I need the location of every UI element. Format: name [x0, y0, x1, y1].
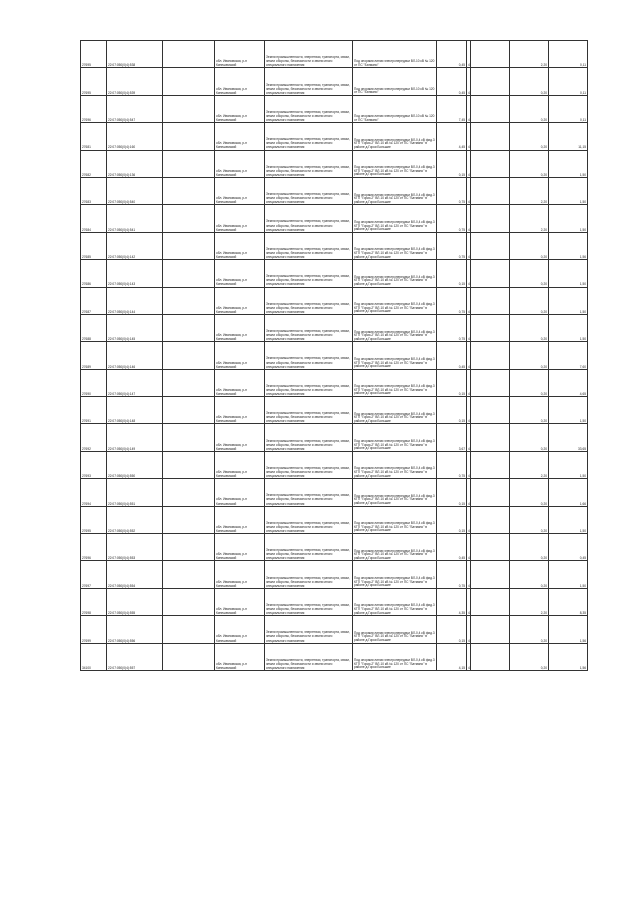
- row-number-cell: 27686: [81, 260, 107, 287]
- amount-cell: 1,50: [549, 451, 588, 478]
- amount-cell: 0,45: [549, 534, 588, 561]
- land-category-cell: Земли промышленности, энергетики, транспорта, связи, земли обороны, безопасности и земли иного специального назначения: [265, 451, 353, 478]
- row-number-cell: 27687: [81, 287, 107, 314]
- table-row: [81, 479, 588, 506]
- row-number-cell: 27695: [81, 506, 107, 533]
- cadastral-number-cell: 22:07:050(0)4):547: [107, 95, 163, 122]
- table-row: [81, 424, 588, 451]
- row-number-cell: 27699: [81, 616, 107, 643]
- address-cell: обл. Ивановская, р-н Кинешемский: [215, 68, 265, 95]
- empty-cell: [163, 287, 215, 314]
- cadastral-number-cell: 22:07:050(0)4):143: [107, 260, 163, 287]
- rate-cell: 2,20: [510, 588, 549, 615]
- table-row: [81, 68, 588, 95]
- empty-cell: [163, 561, 215, 588]
- rate-cell: 0,20: [510, 68, 549, 95]
- rate-cell: 0,20: [510, 506, 549, 533]
- unit-cell: 4: [467, 643, 471, 670]
- unit-cell: 4: [467, 534, 471, 561]
- amount-cell: 11,15: [549, 123, 588, 150]
- permitted-use-cell: Под опорами линии электропередачи ВЛ-0,4 кВ фид.3 КТП "Горки-2" ВЛ-10 кВ № 120 от ПС "Батмано" в районе д.Горки Большие: [353, 451, 437, 478]
- table-body: [81, 41, 588, 671]
- empty-cell: [163, 205, 215, 232]
- area-cell: 0,45: [437, 41, 467, 68]
- address-cell: обл. Ивановская, р-н Кинешемский: [215, 369, 265, 396]
- area-cell: 0,75: [437, 561, 467, 588]
- empty-cell: [471, 68, 510, 95]
- land-category-cell: Земли промышленности, энергетики, транспорта, связи, земли обороны, безопасности и земли иного специального назначения: [265, 95, 353, 122]
- permitted-use-cell: Под опорами линии электропередачи ВЛ-0,4 кВ фид.3 КТП "Горки-2" ВЛ-10 кВ № 120 от ПС "Батмано" в районе д.Горки Большие: [353, 534, 437, 561]
- land-category-cell: Земли промышленности, энергетики, транспорта, связи, земли обороны, безопасности и земли иного специального назначения: [265, 205, 353, 232]
- empty-cell: [163, 451, 215, 478]
- empty-cell: [163, 260, 215, 287]
- empty-cell: [471, 41, 510, 68]
- cadastral-number-cell: 22:07:050(0)4):142: [107, 232, 163, 259]
- row-number-cell: 27696: [81, 95, 107, 122]
- table-row: [81, 506, 588, 533]
- land-category-cell: Земли промышленности, энергетики, транспорта, связи, земли обороны, безопасности и земли иного специального назначения: [265, 287, 353, 314]
- empty-cell: [471, 643, 510, 670]
- address-cell: обл. Ивановская, р-н Кинешемский: [215, 287, 265, 314]
- unit-cell: 4: [467, 232, 471, 259]
- unit-cell: 4: [467, 424, 471, 451]
- rate-cell: 2,20: [510, 177, 549, 204]
- amount-cell: 1,50: [549, 150, 588, 177]
- rate-cell: 0,20: [510, 424, 549, 451]
- rate-cell: 0,20: [510, 643, 549, 670]
- rate-cell: 0,20: [510, 260, 549, 287]
- permitted-use-cell: Под опорами линии электропередачи ВЛ-10 кВ № 120 от ПС "Батмано": [353, 95, 437, 122]
- unit-cell: 4: [467, 616, 471, 643]
- area-cell: 0,15: [437, 479, 467, 506]
- row-number-cell: 27688: [81, 314, 107, 341]
- permitted-use-cell: Под опорами линии электропередачи ВЛ-0,4 кВ фид.3 КТП "Горки-2" ВЛ-10 кВ № 120 от ПС "Батмано" в районе д.Горки Большие: [353, 314, 437, 341]
- address-cell: обл. Ивановская, р-н Кинешемский: [215, 616, 265, 643]
- permitted-use-cell: Под опорами линии электропередачи ВЛ-0,4 кВ фид.3 КТП "Горки-2" ВЛ-10 кВ № 120 от ПС "Батмано" в районе д.Горки Большие: [353, 123, 437, 150]
- unit-cell: 4: [467, 260, 471, 287]
- cadastral-number-cell: 22:07:050(0)4):144: [107, 287, 163, 314]
- row-number-cell: 27698: [81, 588, 107, 615]
- land-category-cell: Земли промышленности, энергетики, транспорта, связи, земли обороны, безопасности и земли иного специального назначения: [265, 150, 353, 177]
- address-cell: обл. Ивановская, р-н Кинешемский: [215, 424, 265, 451]
- table-row: [81, 369, 588, 396]
- amount-cell: 1,50: [549, 397, 588, 424]
- amount-cell: 8,35: [549, 588, 588, 615]
- unit-cell: 4: [467, 123, 471, 150]
- land-category-cell: Земли промышленности, энергетики, транспорта, связи, земли обороны, безопасности и земли иного специального назначения: [265, 369, 353, 396]
- land-category-cell: Земли промышленности, энергетики, транспорта, связи, земли обороны, безопасности и земли иного специального назначения: [265, 643, 353, 670]
- cadastral-number-cell: 22:07:050(0)4):554: [107, 561, 163, 588]
- unit-cell: 4: [467, 95, 471, 122]
- unit-cell: 4: [467, 68, 471, 95]
- amount-cell: 1,50: [549, 177, 588, 204]
- land-category-cell: Земли промышленности, энергетики, транспорта, связи, земли обороны, безопасности и земли иного специального назначения: [265, 232, 353, 259]
- address-cell: обл. Ивановская, р-н Кинешемский: [215, 506, 265, 533]
- row-number-cell: 27685: [81, 232, 107, 259]
- land-category-cell: Земли промышленности, энергетики, транспорта, связи, земли обороны, безопасности и земли иного специального назначения: [265, 534, 353, 561]
- unit-cell: 4: [467, 177, 471, 204]
- area-cell: 0,45: [437, 68, 467, 95]
- cadastral-number-cell: 22:07:050(0)4):541: [107, 205, 163, 232]
- rate-cell: 0,20: [510, 397, 549, 424]
- empty-cell: [471, 397, 510, 424]
- table-row: [81, 205, 588, 232]
- table-row: [81, 451, 588, 478]
- empty-cell: [163, 643, 215, 670]
- empty-cell: [471, 342, 510, 369]
- land-category-cell: Земли промышленности, энергетики, транспорта, связи, земли обороны, безопасности и земли иного специального назначения: [265, 68, 353, 95]
- empty-cell: [471, 506, 510, 533]
- amount-cell: 1,50: [549, 561, 588, 588]
- empty-cell: [163, 424, 215, 451]
- address-cell: обл. Ивановская, р-н Кинешемский: [215, 232, 265, 259]
- land-category-cell: Земли промышленности, энергетики, транспорта, связи, земли обороны, безопасности и земли иного специального назначения: [265, 123, 353, 150]
- empty-cell: [471, 479, 510, 506]
- amount-cell: 0,11: [549, 68, 588, 95]
- amount-cell: 1,56: [549, 616, 588, 643]
- amount-cell: 4,65: [549, 369, 588, 396]
- area-cell: 7,45: [437, 95, 467, 122]
- address-cell: обл. Ивановская, р-н Кинешемский: [215, 205, 265, 232]
- cadastral-number-cell: 22:07:050(0)4):538: [107, 41, 163, 68]
- permitted-use-cell: Под опорами линии электропередачи ВЛ-10 кВ № 120 от ПС "Батмано": [353, 41, 437, 68]
- amount-cell: 1,56: [549, 643, 588, 670]
- area-cell: 0,45: [437, 342, 467, 369]
- empty-cell: [471, 95, 510, 122]
- empty-cell: [163, 41, 215, 68]
- empty-cell: [471, 588, 510, 615]
- address-cell: обл. Ивановская, р-н Кинешемский: [215, 177, 265, 204]
- rate-cell: 0,20: [510, 287, 549, 314]
- unit-cell: 4: [467, 397, 471, 424]
- area-cell: 3,67: [437, 424, 467, 451]
- empty-cell: [471, 424, 510, 451]
- row-number-cell: 27697: [81, 561, 107, 588]
- permitted-use-cell: Под опорами линии электропередачи ВЛ-0,4 кВ фид.3 КТП "Горки-2" ВЛ-10 кВ № 120 от ПС "Батмано" в районе д.Горки Большие: [353, 506, 437, 533]
- table-row: [81, 287, 588, 314]
- rate-cell: 2,20: [510, 205, 549, 232]
- rate-cell: 0,20: [510, 150, 549, 177]
- empty-cell: [471, 561, 510, 588]
- area-cell: 4,45: [437, 123, 467, 150]
- land-category-cell: Земли промышленности, энергетики, транспорта, связи, земли обороны, безопасности и земли иного специального назначения: [265, 342, 353, 369]
- amount-cell: 1,50: [549, 287, 588, 314]
- amount-cell: 0,11: [549, 41, 588, 68]
- area-cell: 4,35: [437, 588, 467, 615]
- land-category-cell: Земли промышленности, энергетики, транспорта, связи, земли обороны, безопасности и земли иного специального назначения: [265, 561, 353, 588]
- empty-cell: [471, 150, 510, 177]
- cadastral-number-cell: 22:07:050(0)4):550: [107, 451, 163, 478]
- rate-cell: 0,20: [510, 616, 549, 643]
- address-cell: обл. Ивановская, р-н Кинешемский: [215, 41, 265, 68]
- address-cell: обл. Ивановская, р-н Кинешемский: [215, 314, 265, 341]
- rate-cell: 0,20: [510, 314, 549, 341]
- land-plots-table: [80, 40, 588, 671]
- empty-cell: [471, 177, 510, 204]
- area-cell: 0,75: [437, 451, 467, 478]
- rate-cell: 0,20: [510, 369, 549, 396]
- table-row: [81, 588, 588, 615]
- table-row: [81, 41, 588, 68]
- empty-cell: [163, 95, 215, 122]
- area-cell: 0,15: [437, 397, 467, 424]
- rate-cell: 0,20: [510, 95, 549, 122]
- address-cell: обл. Ивановская, р-н Кинешемский: [215, 561, 265, 588]
- cadastral-number-cell: 22:07:050(0)4):540: [107, 177, 163, 204]
- empty-cell: [163, 616, 215, 643]
- empty-cell: [163, 369, 215, 396]
- land-category-cell: Земли промышленности, энергетики, транспорта, связи, земли обороны, безопасности и земли иного специального назначения: [265, 314, 353, 341]
- rate-cell: 0,20: [510, 479, 549, 506]
- row-number-cell: 27693: [81, 451, 107, 478]
- address-cell: обл. Ивановская, р-н Кинешемский: [215, 588, 265, 615]
- unit-cell: 4: [467, 451, 471, 478]
- permitted-use-cell: Под опорами линии электропередачи ВЛ-0,4 кВ фид.3 КТП "Горки-2" ВЛ-10 кВ № 120 от ПС "Батмано" в районе д.Горки Большие: [353, 205, 437, 232]
- area-cell: 0,75: [437, 314, 467, 341]
- permitted-use-cell: Под опорами линии электропередачи ВЛ-0,4 кВ фид.3 КТП "Горки-2" ВЛ-10 кВ № 120 от ПС "Батмано" в районе д.Горки Большие: [353, 287, 437, 314]
- cadastral-number-cell: 22:07:050(0)4):553: [107, 534, 163, 561]
- address-cell: обл. Ивановская, р-н Кинешемский: [215, 534, 265, 561]
- permitted-use-cell: Под опорами линии электропередачи ВЛ-0,4 кВ фид.3 КТП "Горки-2" ВЛ-10 кВ № 120 от ПС "Батмано" в районе д.Горки Большие: [353, 342, 437, 369]
- empty-cell: [471, 616, 510, 643]
- amount-cell: 0,11: [549, 95, 588, 122]
- empty-cell: [471, 232, 510, 259]
- row-number-cell: 27695: [81, 68, 107, 95]
- land-category-cell: Земли промышленности, энергетики, транспорта, связи, земли обороны, безопасности и земли иного специального назначения: [265, 616, 353, 643]
- cadastral-number-cell: 22:07:050(0)4):145: [107, 314, 163, 341]
- table-row: [81, 342, 588, 369]
- area-cell: 0,15: [437, 506, 467, 533]
- table-row: [81, 232, 588, 259]
- land-category-cell: Земли промышленности, энергетики, транспорта, связи, земли обороны, безопасности и земли иного специального назначения: [265, 588, 353, 615]
- unit-cell: 4: [467, 41, 471, 68]
- address-cell: обл. Ивановская, р-н Кинешемский: [215, 643, 265, 670]
- amount-cell: 1,50: [549, 506, 588, 533]
- area-cell: 0,15: [437, 260, 467, 287]
- cadastral-number-cell: 22:07:050(0)4):149: [107, 424, 163, 451]
- area-cell: 0,75: [437, 287, 467, 314]
- unit-cell: 4: [467, 314, 471, 341]
- empty-cell: [471, 287, 510, 314]
- area-cell: 0,15: [437, 369, 467, 396]
- address-cell: обл. Ивановская, р-н Кинешемский: [215, 451, 265, 478]
- table-row: [81, 260, 588, 287]
- amount-cell: 1,50: [549, 205, 588, 232]
- row-number-cell: 27696: [81, 534, 107, 561]
- cadastral-number-cell: 22:07:050(0)4):147: [107, 369, 163, 396]
- unit-cell: 4: [467, 506, 471, 533]
- cadastral-number-cell: 22:07:050(0)4):551: [107, 479, 163, 506]
- permitted-use-cell: Под опорами линии электропередачи ВЛ-0,4 кВ фид.3 КТП "Горки-2" ВЛ-10 кВ № 120 от ПС "Батмано" в районе д.Горки Большие: [353, 260, 437, 287]
- address-cell: обл. Ивановская, р-н Кинешемский: [215, 479, 265, 506]
- empty-cell: [163, 479, 215, 506]
- permitted-use-cell: Под опорами линии электропередачи ВЛ-0,4 кВ фид.3 КТП "Горки-2" ВЛ-10 кВ № 120 от ПС "Батмано" в районе д.Горки Большие: [353, 424, 437, 451]
- cadastral-number-cell: 22:07:050(0)4):136: [107, 150, 163, 177]
- land-category-cell: Земли промышленности, энергетики, транспорта, связи, земли обороны, безопасности и земли иного специального назначения: [265, 260, 353, 287]
- cadastral-number-cell: 22:07:050(0)4):160: [107, 123, 163, 150]
- permitted-use-cell: Под опорами линии электропередачи ВЛ-0,4 кВ фид.3 КТП "Горки-2" ВЛ-10 кВ № 120 от ПС "Батмано" в районе д.Горки Большие: [353, 643, 437, 670]
- row-number-cell: 27691: [81, 397, 107, 424]
- row-number-cell: 27684: [81, 205, 107, 232]
- unit-cell: 4: [467, 287, 471, 314]
- row-number-cell: 27690: [81, 369, 107, 396]
- unit-cell: 4: [467, 342, 471, 369]
- amount-cell: 33,65: [549, 424, 588, 451]
- row-number-cell: 27692: [81, 424, 107, 451]
- table-row: [81, 643, 588, 670]
- area-cell: 0,45: [437, 534, 467, 561]
- area-cell: 4,15: [437, 643, 467, 670]
- permitted-use-cell: Под опорами линии электропередачи ВЛ-0,4 кВ фид.3 КТП "Горки-2" ВЛ-10 кВ № 120 от ПС "Батмано" в районе д.Горки Большие: [353, 561, 437, 588]
- amount-cell: 1,66: [549, 479, 588, 506]
- cadastral-number-cell: 22:07:050(0)4):539: [107, 68, 163, 95]
- row-number-cell: 34100: [81, 643, 107, 670]
- empty-cell: [163, 232, 215, 259]
- table-row: [81, 150, 588, 177]
- area-cell: 0,75: [437, 232, 467, 259]
- unit-cell: 4: [467, 588, 471, 615]
- empty-cell: [471, 534, 510, 561]
- table-row: [81, 616, 588, 643]
- row-number-cell: 27689: [81, 342, 107, 369]
- rate-cell: 0,20: [510, 123, 549, 150]
- row-number-cell: 27681: [81, 123, 107, 150]
- land-category-cell: Земли промышленности, энергетики, транспорта, связи, земли обороны, безопасности и земли иного специального назначения: [265, 397, 353, 424]
- amount-cell: 7,60: [549, 342, 588, 369]
- permitted-use-cell: Под опорами линии электропередачи ВЛ-0,4 кВ фид.3 КТП "Горки-2" ВЛ-10 кВ № 120 от ПС "Батмано" в районе д.Горки Большие: [353, 616, 437, 643]
- permitted-use-cell: Под опорами линии электропередачи ВЛ-0,4 кВ фид.3 КТП "Горки-2" ВЛ-10 кВ № 120 от ПС "Батмано" в районе д.Горки Большие: [353, 588, 437, 615]
- empty-cell: [471, 369, 510, 396]
- table-row: [81, 534, 588, 561]
- empty-cell: [163, 397, 215, 424]
- area-cell: 0,75: [437, 177, 467, 204]
- area-cell: 0,15: [437, 616, 467, 643]
- land-category-cell: Земли промышленности, энергетики, транспорта, связи, земли обороны, безопасности и земли иного специального назначения: [265, 506, 353, 533]
- empty-cell: [163, 342, 215, 369]
- unit-cell: 4: [467, 369, 471, 396]
- rate-cell: 2,20: [510, 451, 549, 478]
- address-cell: обл. Ивановская, р-н Кинешемский: [215, 397, 265, 424]
- permitted-use-cell: Под опорами линии электропередачи ВЛ-0,4 кВ фид.3 КТП "Горки-2" ВЛ-10 кВ № 120 от ПС "Батмано" в районе д.Горки Большие: [353, 479, 437, 506]
- unit-cell: 4: [467, 479, 471, 506]
- cadastral-number-cell: 22:07:050(0)4):552: [107, 506, 163, 533]
- cadastral-number-cell: 22:07:050(0)4):557: [107, 643, 163, 670]
- cadastral-number-cell: 22:07:050(0)4):556: [107, 616, 163, 643]
- area-cell: 0,75: [437, 205, 467, 232]
- table-row: [81, 561, 588, 588]
- cadastral-number-cell: 22:07:050(0)4):555: [107, 588, 163, 615]
- empty-cell: [471, 123, 510, 150]
- land-category-cell: Земли промышленности, энергетики, транспорта, связи, земли обороны, безопасности и земли иного специального назначения: [265, 479, 353, 506]
- address-cell: обл. Ивановская, р-н Кинешемский: [215, 342, 265, 369]
- row-number-cell: 27695: [81, 41, 107, 68]
- address-cell: обл. Ивановская, р-н Кинешемский: [215, 150, 265, 177]
- empty-cell: [163, 314, 215, 341]
- cadastral-number-cell: 22:07:050(0)4):146: [107, 342, 163, 369]
- land-category-cell: Земли промышленности, энергетики, транспорта, связи, земли обороны, безопасности и земли иного специального назначения: [265, 177, 353, 204]
- empty-cell: [163, 123, 215, 150]
- permitted-use-cell: Под опорами линии электропередачи ВЛ-0,4 кВ фид.3 КТП "Горки-2" ВЛ-10 кВ № 120 от ПС "Батмано" в районе д.Горки Большие: [353, 150, 437, 177]
- rate-cell: 0,20: [510, 342, 549, 369]
- empty-cell: [163, 506, 215, 533]
- permitted-use-cell: Под опорами линии электропередачи ВЛ-0,4 кВ фид.3 КТП "Горки-2" ВЛ-10 кВ № 120 от ПС "Батмано" в районе д.Горки Большие: [353, 397, 437, 424]
- area-cell: 0,15: [437, 150, 467, 177]
- rate-cell: 0,20: [510, 561, 549, 588]
- rate-cell: 0,20: [510, 232, 549, 259]
- amount-cell: 1,56: [549, 232, 588, 259]
- table-row: [81, 177, 588, 204]
- permitted-use-cell: Под опорами линии электропередачи ВЛ-0,4 кВ фид.3 КТП "Горки-2" ВЛ-10 кВ № 120 от ПС "Батмано" в районе д.Горки Большие: [353, 177, 437, 204]
- empty-cell: [163, 150, 215, 177]
- unit-cell: 4: [467, 561, 471, 588]
- amount-cell: 1,50: [549, 260, 588, 287]
- address-cell: обл. Ивановская, р-н Кинешемский: [215, 95, 265, 122]
- empty-cell: [471, 205, 510, 232]
- empty-cell: [163, 177, 215, 204]
- table-row: [81, 95, 588, 122]
- empty-cell: [163, 534, 215, 561]
- land-category-cell: Земли промышленности, энергетики, транспорта, связи, земли обороны, безопасности и земли иного специального назначения: [265, 424, 353, 451]
- empty-cell: [471, 314, 510, 341]
- permitted-use-cell: Под опорами линии электропередачи ВЛ-0,4 кВ фид.3 КТП "Горки-2" ВЛ-10 кВ № 120 от ПС "Батмано" в районе д.Горки Большие: [353, 369, 437, 396]
- row-number-cell: 27682: [81, 150, 107, 177]
- row-number-cell: 27694: [81, 479, 107, 506]
- address-cell: обл. Ивановская, р-н Кинешемский: [215, 260, 265, 287]
- permitted-use-cell: Под опорами линии электропередачи ВЛ-0,4 кВ фид.3 КТП "Горки-2" ВЛ-10 кВ № 120 от ПС "Батмано" в районе д.Горки Большие: [353, 232, 437, 259]
- rate-cell: 2,20: [510, 41, 549, 68]
- unit-cell: 4: [467, 205, 471, 232]
- row-number-cell: 27683: [81, 177, 107, 204]
- empty-cell: [471, 451, 510, 478]
- unit-cell: 4: [467, 150, 471, 177]
- table-row: [81, 314, 588, 341]
- empty-cell: [163, 588, 215, 615]
- address-cell: обл. Ивановская, р-н Кинешемский: [215, 123, 265, 150]
- rate-cell: 0,20: [510, 534, 549, 561]
- permitted-use-cell: Под опорами линии электропередачи ВЛ-10 кВ № 120 от ПС "Батмано": [353, 68, 437, 95]
- cadastral-number-cell: 22:07:050(0)4):148: [107, 397, 163, 424]
- empty-cell: [471, 260, 510, 287]
- amount-cell: 1,50: [549, 314, 588, 341]
- empty-cell: [163, 68, 215, 95]
- land-category-cell: Земли промышленности, энергетики, транспорта, связи, земли обороны, безопасности и земли иного специального назначения: [265, 41, 353, 68]
- table-row: [81, 123, 588, 150]
- table-row: [81, 397, 588, 424]
